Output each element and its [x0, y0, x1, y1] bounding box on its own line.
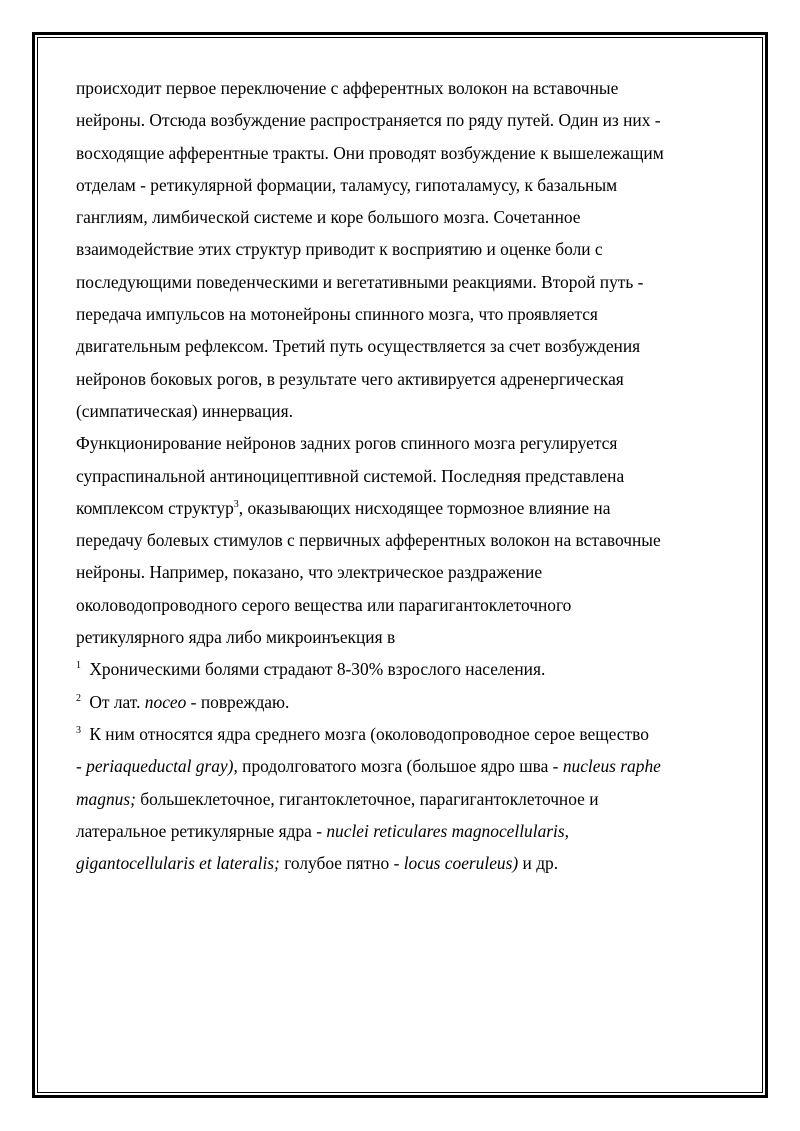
footnote-1: [76, 653, 736, 685]
text-line: последующими поведенческими и вегетативными реакциями. Второй путь -: [76, 271, 644, 292]
footnote-latin-term: magnus;: [76, 788, 136, 809]
paragraph-start-line: Функционирование нейронов задних рогов спинного мозга регулируется: [76, 433, 618, 454]
footnote-number: 2: [76, 692, 81, 704]
footnote-line: [76, 783, 736, 815]
footnote-text: От лат.: [85, 691, 145, 712]
text-line: ретикулярного ядра либо микроинъекция в: [76, 627, 396, 648]
footnote-text: и др.: [518, 853, 559, 874]
footnote-number: 1: [76, 660, 81, 672]
footnote-line: [76, 750, 736, 782]
text-line: (симпатическая) иннервация.: [76, 400, 293, 421]
text-line: передача импульсов на мотонейроны спинного мозга, что проявляется: [76, 304, 598, 325]
text-segment: комплексом структур: [76, 497, 234, 518]
text-line: нейронов боковых рогов, в результате чего активируется адренергическая: [76, 368, 624, 389]
footnote-number: 3: [76, 724, 81, 736]
footnote-text: большеклеточное, гигантоклеточное, парагигантоклеточное и: [135, 788, 599, 809]
footnote-latin-term: noceo: [144, 691, 187, 712]
text-line: нейроны. Например, показано, что электрическое раздражение: [76, 562, 543, 583]
text-line: двигательным рефлексом. Третий путь осуществляется за счет возбуждения: [76, 336, 641, 357]
text-segment: , оказывающих нисходящее тормозное влияние на: [238, 497, 611, 518]
text-line: передачу болевых стимулов с первичных афферентных волокон на вставочные: [76, 530, 661, 551]
footnote-line: [76, 718, 736, 750]
footnote-text: К ним относятся ядра среднего мозга (околоводопроводное серое вещество: [85, 723, 649, 744]
footnote-text: -: [76, 756, 87, 777]
footnote-3: [76, 718, 736, 879]
text-line: супраспинальной антиноцицептивной системой. Последняя представлена: [76, 465, 625, 486]
text-line: взаимодействие этих структур приводит к восприятию и оценке боли с: [76, 239, 603, 260]
text-line: происходит первое переключение с афферентных волокон на вставочные: [76, 78, 619, 98]
text-line: восходящие афферентные тракты. Они проводят возбуждение к вышележащим: [76, 142, 664, 163]
text-line: нейроны. Отсюда возбуждение распространяется по ряду путей. Один из них -: [76, 110, 661, 131]
footnote-line: [76, 847, 736, 879]
footnote-latin-term: nuclei reticulares magnocellularis,: [326, 820, 569, 841]
footnote-text: Хроническими болями страдают 8-30% взрослого населения.: [85, 659, 546, 680]
footnote-latin-term: nucleus raphe: [562, 756, 661, 777]
footnote-text: голубое пятно -: [279, 853, 404, 874]
footnote-latin-term: locus coeruleus): [403, 853, 519, 874]
footnote-text: - повреждаю.: [186, 691, 290, 712]
footnote-2: [76, 686, 736, 718]
footnote-text: латеральное ретикулярные ядра -: [76, 820, 327, 841]
text-line-with-footnote-ref: [76, 492, 736, 524]
footnote-latin-term: periaqueductal gray),: [86, 756, 238, 777]
text-line: ганглиям, лимбической системе и коре большого мозга. Сочетанное: [76, 207, 581, 228]
footnote-latin-term: gigantocellularis et lateralis;: [76, 853, 280, 874]
text-line: отделам - ретикулярной формации, таламусу, гипоталамусу, к базальным: [76, 174, 618, 195]
footnote-text: продолговатого мозга (большое ядро шва -: [237, 756, 563, 777]
document-body: [76, 72, 736, 879]
footnote-reference: 3: [233, 498, 239, 510]
text-line: околоводопроводного серого вещества или парагигантоклеточного: [76, 594, 572, 615]
footnote-line: [76, 815, 736, 847]
